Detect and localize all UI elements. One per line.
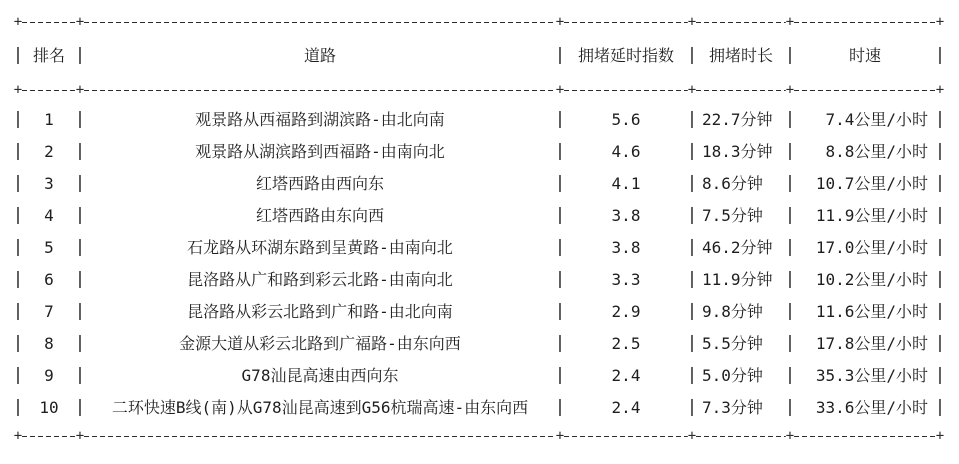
road-cell: | G78汕昆高速由西向东 xyxy=(80,360,560,392)
speed-cell: | 10.2公里/小时 | xyxy=(790,264,940,296)
table-header-row xyxy=(18,28,940,84)
road-cell: | 金源大道从彩云北路到广福路-由东向西 xyxy=(80,328,560,360)
table-row xyxy=(18,232,940,264)
header-duration: | 拥堵时长 xyxy=(692,28,790,84)
header-speed: | 时速 | xyxy=(790,28,940,84)
road-cell: | 红塔西路由东向西 xyxy=(80,200,560,232)
duration-cell: | 5.0分钟 xyxy=(692,360,790,392)
delay-index-cell: | 5.6 xyxy=(560,104,692,136)
table-row xyxy=(18,136,940,168)
duration-cell: | 22.7分钟 xyxy=(692,104,790,136)
speed-cell: | 8.8公里/小时 | xyxy=(790,136,940,168)
rank-cell: | 4 xyxy=(18,200,80,232)
table-row xyxy=(18,168,940,200)
speed-cell: | 35.3公里/小时 | xyxy=(790,360,940,392)
road-cell: | 石龙路从环湖东路到呈黄路-由南向北 xyxy=(80,232,560,264)
duration-cell: | 8.6分钟 xyxy=(692,168,790,200)
speed-cell: | 11.6公里/小时 | xyxy=(790,296,940,328)
speed-cell: | 33.6公里/小时 | xyxy=(790,392,940,424)
rank-cell: | 7 xyxy=(18,296,80,328)
delay-index-cell: | 4.6 xyxy=(560,136,692,168)
road-cell: | 二环快速B线(南)从G78汕昆高速到G56杭瑞高速-由东向西 xyxy=(80,392,560,424)
speed-cell: | 11.9公里/小时 | xyxy=(790,200,940,232)
duration-cell: | 11.9分钟 xyxy=(692,264,790,296)
delay-index-cell: | 2.4 xyxy=(560,360,692,392)
table-row xyxy=(18,392,940,424)
table-row xyxy=(18,200,940,232)
header-delay-index: | 拥堵延时指数 xyxy=(560,28,692,84)
road-cell: | 红塔西路由西向东 xyxy=(80,168,560,200)
table-border-header xyxy=(18,84,940,96)
duration-cell: | 9.8分钟 xyxy=(692,296,790,328)
table-row xyxy=(18,296,940,328)
table-row xyxy=(18,104,940,136)
speed-cell: | 17.8公里/小时 | xyxy=(790,328,940,360)
road-cell: | 昆洛路从广和路到彩云北路-由南向北 xyxy=(80,264,560,296)
rank-cell: | 1 xyxy=(18,104,80,136)
duration-cell: | 18.3分钟 xyxy=(692,136,790,168)
rank-cell: | 3 xyxy=(18,168,80,200)
road-cell: | 观景路从西福路到湖滨路-由北向南 xyxy=(80,104,560,136)
table-row xyxy=(18,328,940,360)
speed-cell: | 10.7公里/小时 | xyxy=(790,168,940,200)
duration-cell: | 5.5分钟 xyxy=(692,328,790,360)
delay-index-cell: | 2.9 xyxy=(560,296,692,328)
delay-index-cell: | 4.1 xyxy=(560,168,692,200)
speed-cell: | 17.0公里/小时 | xyxy=(790,232,940,264)
rank-cell: | 10 xyxy=(18,392,80,424)
rank-cell: | 2 xyxy=(18,136,80,168)
header-rank: | 排名 xyxy=(18,28,80,84)
rank-cell: | 8 xyxy=(18,328,80,360)
duration-cell: | 7.3分钟 xyxy=(692,392,790,424)
rank-cell: | 5 xyxy=(18,232,80,264)
delay-index-cell: | 3.3 xyxy=(560,264,692,296)
duration-cell: | 7.5分钟 xyxy=(692,200,790,232)
delay-index-cell: | 3.8 xyxy=(560,200,692,232)
spacer xyxy=(0,96,959,104)
delay-index-cell: | 2.4 xyxy=(560,392,692,424)
table-border-top xyxy=(18,16,940,28)
duration-cell: | 46.2分钟 xyxy=(692,232,790,264)
table-row xyxy=(18,264,940,296)
header-road: | 道路 xyxy=(80,28,560,84)
rank-cell: | 9 xyxy=(18,360,80,392)
road-cell: | 昆洛路从彩云北路到广和路-由北向南 xyxy=(80,296,560,328)
road-cell: | 观景路从湖滨路到西福路-由南向北 xyxy=(80,136,560,168)
delay-index-cell: | 3.8 xyxy=(560,232,692,264)
speed-cell: | 7.4公里/小时 | xyxy=(790,104,940,136)
table-border-bottom xyxy=(18,430,940,442)
table-row xyxy=(18,360,940,392)
rank-cell: | 6 xyxy=(18,264,80,296)
delay-index-cell: | 2.5 xyxy=(560,328,692,360)
